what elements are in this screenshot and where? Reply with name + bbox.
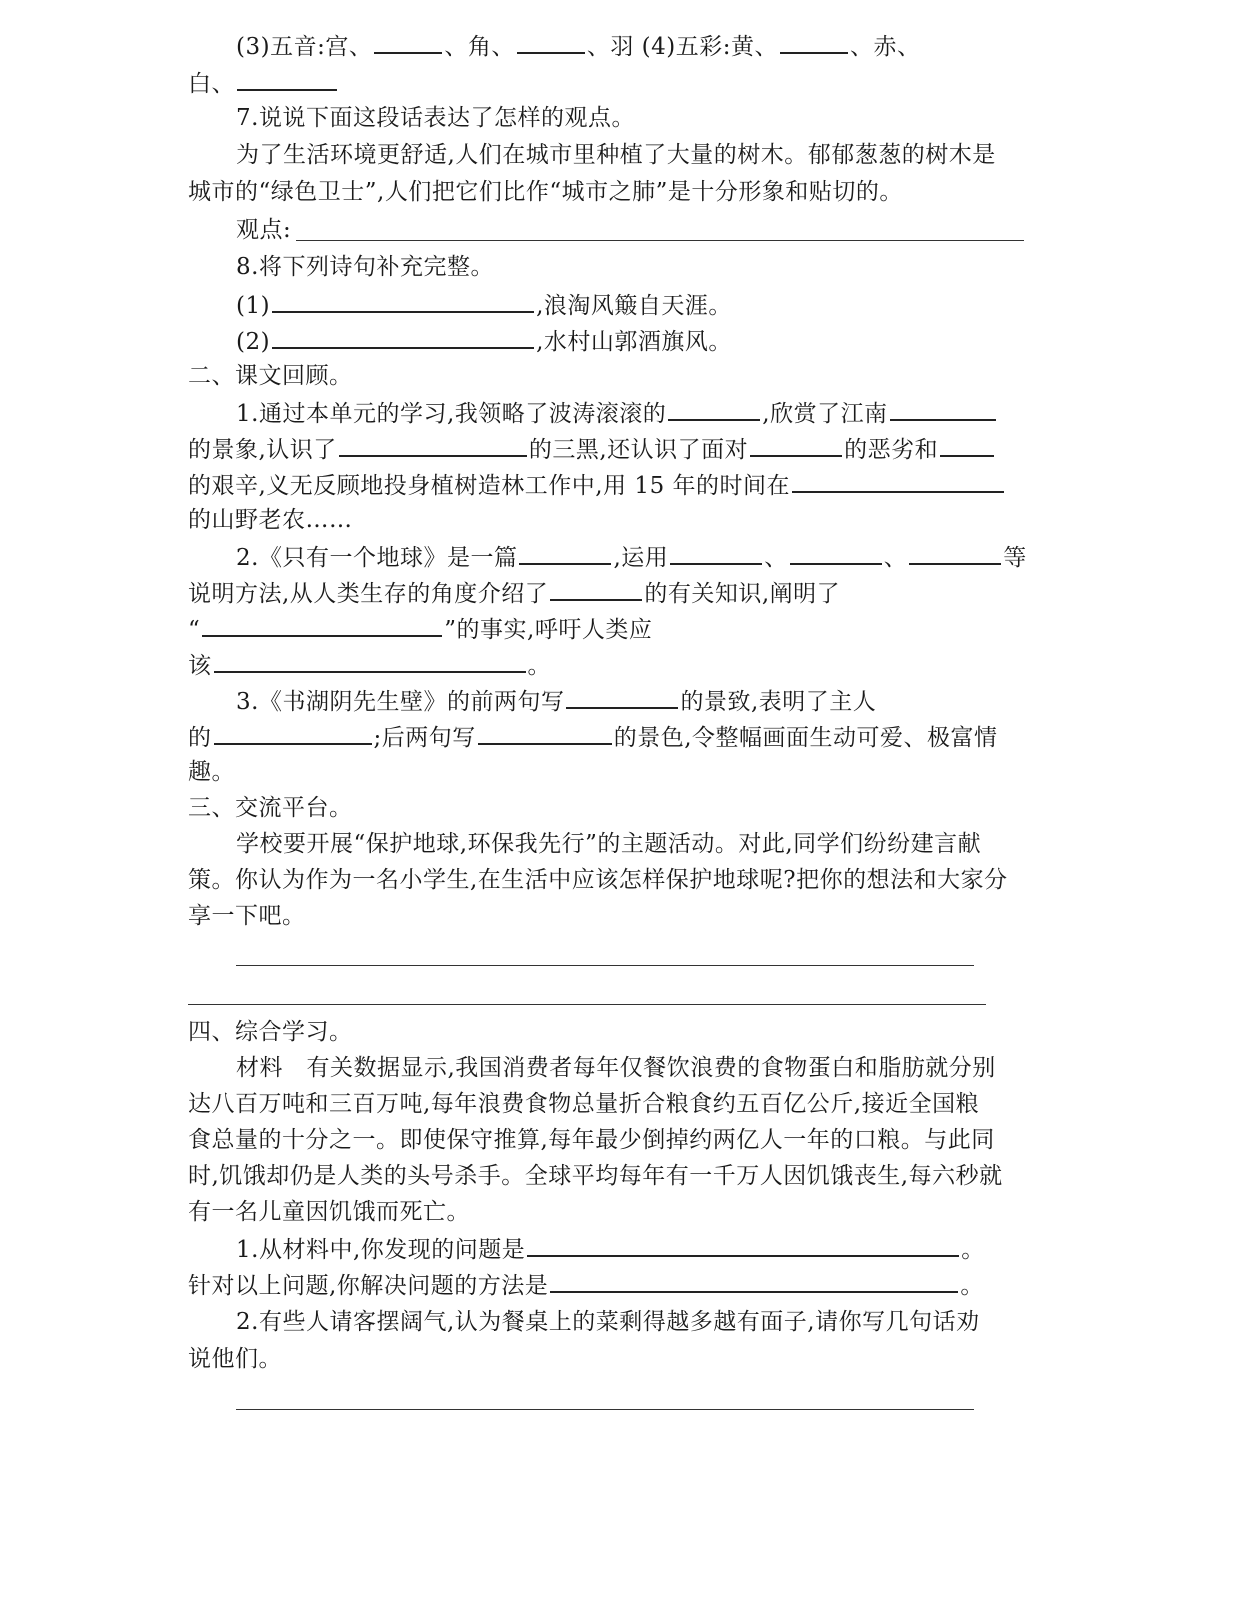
- answer-blank[interactable]: [792, 469, 1004, 493]
- viewpoint-answer-line[interactable]: [296, 240, 1024, 241]
- poem-line: ,浪淘风簸自天涯。: [536, 293, 732, 319]
- text: 说明方法,从人类生存的角度介绍了: [188, 581, 549, 607]
- s2-q1-line1: [236, 397, 998, 429]
- q6-text: 、赤、: [849, 34, 921, 60]
- q6-line2: [188, 67, 339, 99]
- answer-blank[interactable]: [339, 433, 527, 457]
- text: 。: [527, 653, 551, 679]
- answer-blank[interactable]: [566, 685, 678, 709]
- q6-text: (3)五音:宫、: [236, 34, 373, 60]
- text: 3.《书湖阴先生壁》的前两句写: [236, 689, 565, 715]
- s4-q1-line2: [188, 1269, 984, 1301]
- text: 的景色,令整幅画面生动可爱、极富情: [613, 725, 998, 751]
- section-4-heading: 四、综合学习。: [188, 1019, 353, 1045]
- answer-blank[interactable]: [668, 397, 760, 421]
- answer-blank[interactable]: [374, 30, 442, 54]
- text: 。: [961, 1237, 985, 1263]
- answer-blank[interactable]: [519, 541, 611, 565]
- text: 的三黑,还认识了面对: [528, 437, 749, 463]
- s2-q1-line3: [188, 469, 1006, 501]
- text: 的艰辛,义无反顾地投身植树造林工作中,用 15 年的时间在: [188, 473, 791, 499]
- text: 等: [1003, 545, 1027, 571]
- s2-q2-line4: [188, 649, 551, 681]
- q8-title: 8.将下列诗句补充完整。: [236, 254, 494, 280]
- answer-blank[interactable]: [272, 289, 534, 313]
- s3-answer-line[interactable]: [188, 1004, 986, 1005]
- answer-blank[interactable]: [237, 67, 337, 91]
- q8-item-2: [236, 325, 732, 357]
- text: 的景致,表明了主人: [680, 689, 877, 715]
- q6-line1: [236, 30, 920, 62]
- q6-text: 白、: [188, 71, 235, 97]
- text: 的恶劣和: [844, 437, 939, 463]
- s4-material-line: 有一名儿童因饥饿而死亡。: [188, 1199, 470, 1225]
- q6-text: 、羽 (4)五彩:黄、: [586, 34, 778, 60]
- q8-item-1: [236, 289, 732, 321]
- s3-paragraph-line: 策。你认为作为一名小学生,在生活中应该怎样保护地球呢?把你的想法和大家分: [188, 867, 1008, 893]
- text: ,运用: [613, 545, 669, 571]
- s2-q3-line1: [236, 685, 876, 717]
- answer-blank[interactable]: [670, 541, 762, 565]
- answer-blank[interactable]: [202, 613, 442, 637]
- answer-blank[interactable]: [940, 433, 994, 457]
- q7-paragraph-line: 城市的“绿色卫士”,人们把它们比作“城市之肺”是十分形象和贴切的。: [188, 179, 903, 205]
- s2-q1-line2: [188, 433, 996, 465]
- text: 的: [188, 725, 212, 751]
- s2-q3-line3: 趣。: [188, 759, 235, 785]
- s4-material-line: 时,饥饿却仍是人类的头号杀手。全球平均每年有一千万人因饥饿丧生,每六秒就: [188, 1163, 1003, 1189]
- item-number: (1): [236, 293, 271, 319]
- s2-q2-line3: [188, 613, 652, 645]
- section-2-heading: 二、课文回顾。: [188, 363, 353, 389]
- text: 1.通过本单元的学习,我领略了波涛滚滚的: [236, 401, 667, 427]
- text: 该: [188, 653, 212, 679]
- q7-title: 7.说说下面这段话表达了怎样的观点。: [236, 105, 635, 131]
- s3-paragraph-line: 享一下吧。: [188, 903, 306, 929]
- text: 、: [764, 545, 788, 571]
- text: 的有关知识,阐明了: [644, 581, 841, 607]
- s2-q3-line2: [188, 721, 998, 753]
- text: 针对以上问题,你解决问题的方法是: [188, 1273, 549, 1299]
- section-3-heading: 三、交流平台。: [188, 795, 353, 821]
- s3-paragraph-line: 学校要开展“保护地球,环保我先行”的主题活动。对此,同学们纷纷建言献: [236, 831, 982, 857]
- answer-blank[interactable]: [527, 1233, 959, 1257]
- answer-blank[interactable]: [890, 397, 996, 421]
- text: 2.《只有一个地球》是一篇: [236, 545, 518, 571]
- s4-q1-line1: [236, 1233, 985, 1265]
- s3-answer-line[interactable]: [236, 965, 974, 966]
- text: 。: [960, 1273, 984, 1299]
- q7-viewpoint: [236, 215, 291, 245]
- q6-text: 、角、: [444, 34, 515, 60]
- s4-q2-line1: 2.有些人请客摆阔气,认为餐桌上的菜剩得越多越有面子,请你写几句话劝: [236, 1309, 980, 1335]
- text: ”的事实,呼吁人类应: [444, 617, 653, 643]
- text: 、: [883, 545, 908, 571]
- item-number: (2): [236, 329, 271, 355]
- answer-blank[interactable]: [909, 541, 1001, 565]
- text: 的景象,认识了: [188, 437, 337, 463]
- answer-blank[interactable]: [272, 325, 534, 349]
- s4-material-line: 达八百万吨和三百万吨,每年浪费食物总量折合粮食约五百亿公斤,接近全国粮: [188, 1091, 980, 1117]
- poem-line: ,水村山郭酒旗风。: [536, 329, 732, 355]
- answer-blank[interactable]: [550, 577, 642, 601]
- s2-q2-line1: [236, 541, 1027, 573]
- answer-blank[interactable]: [790, 541, 882, 565]
- answer-blank[interactable]: [478, 721, 612, 745]
- s2-q1-line4: 的山野老农……: [188, 507, 353, 533]
- answer-blank[interactable]: [214, 721, 372, 745]
- answer-blank[interactable]: [780, 30, 848, 54]
- answer-blank[interactable]: [550, 1269, 958, 1293]
- s2-q2-line2: [188, 577, 840, 609]
- text: “: [188, 617, 201, 643]
- text: 1.从材料中,你发现的问题是: [236, 1237, 526, 1263]
- answer-blank[interactable]: [517, 30, 585, 54]
- text: ,欣赏了江南: [762, 401, 888, 427]
- s4-material-line: 食总量的十分之一。即使保守推算,每年最少倒掉约两亿人一年的口粮。与此同: [188, 1127, 995, 1153]
- s4-q2-line2: 说他们。: [188, 1346, 282, 1372]
- answer-blank[interactable]: [214, 649, 526, 673]
- s4-answer-line[interactable]: [236, 1409, 974, 1410]
- answer-blank[interactable]: [750, 433, 842, 457]
- viewpoint-label: 观点:: [236, 217, 292, 243]
- q7-paragraph-line: 为了生活环境更舒适,人们在城市里种植了大量的树木。郁郁葱葱的树木是: [236, 142, 996, 168]
- text: ;后两句写: [373, 725, 476, 751]
- s4-material-line: 材料 有关数据显示,我国消费者每年仅餐饮浪费的食物蛋白和脂肪就分别: [236, 1055, 996, 1081]
